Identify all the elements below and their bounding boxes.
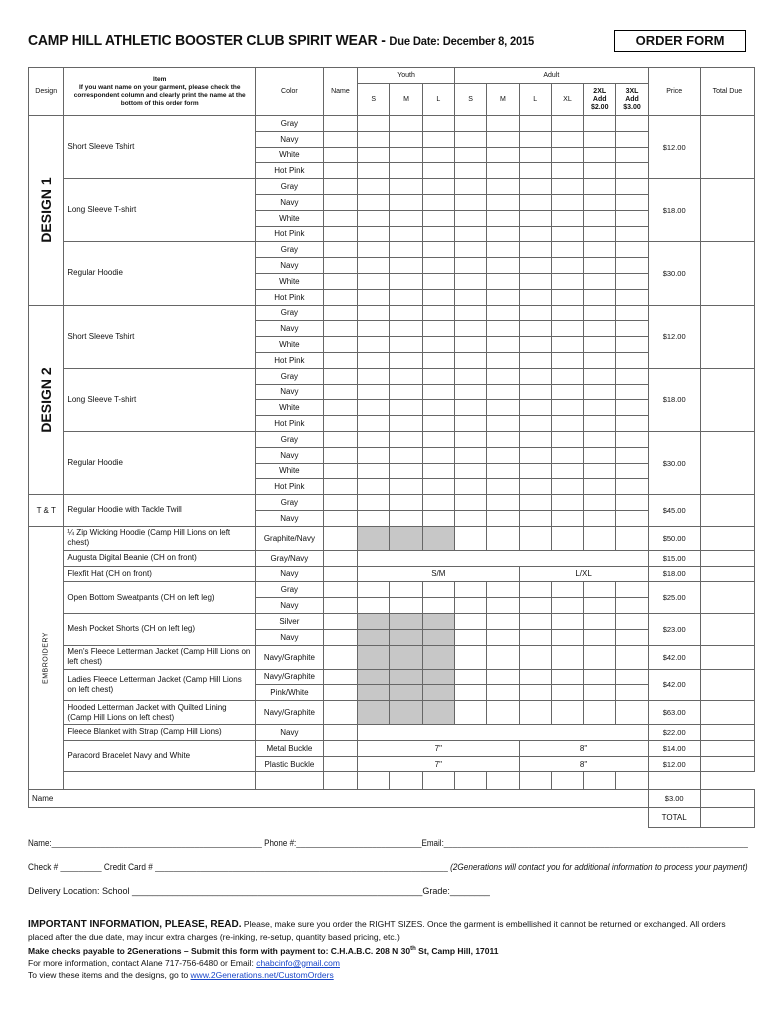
color-cell: Navy (256, 629, 324, 645)
emb-item: Fleece Blanket with Strap (Camp Hill Lions) (64, 725, 256, 741)
adult-l: L (519, 84, 551, 116)
youth-l: L (422, 84, 454, 116)
form-line-1 (28, 838, 748, 848)
emb-item: Open Bottom Sweatpants (CH on left leg) (64, 582, 256, 614)
color-cell: Graphite/Navy (256, 526, 324, 550)
price: $25.00 (648, 582, 700, 614)
color-cell: White (256, 147, 324, 163)
youth-header: Youth (358, 68, 455, 84)
color-col-header: Color (256, 68, 324, 116)
name-check[interactable] (323, 116, 357, 132)
design-col-header: Design (29, 68, 64, 116)
total-due-cell[interactable] (700, 495, 754, 527)
color-cell: Silver (256, 613, 324, 629)
price: $18.00 (648, 368, 700, 431)
total-due-cell[interactable] (700, 582, 754, 614)
price: $23.00 (648, 613, 700, 645)
payment-note: (2Generations will contact you for additional information to process your payment) (450, 862, 748, 872)
emb-item: Mesh Pocket Shorts (CH on left leg) (64, 613, 256, 645)
d1-item-regular-hoodie: Regular Hoodie (64, 242, 256, 305)
total-due-cell[interactable] (700, 431, 754, 494)
color-cell: Hot Pink (256, 416, 324, 432)
color-cell: White (256, 400, 324, 416)
total-due-cell[interactable] (700, 790, 754, 808)
emb-item: Men's Fleece Letterman Jacket (Camp Hill Lions on left chest) (64, 645, 256, 669)
price: $18.00 (648, 566, 700, 582)
d2-item-long-sleeve: Long Sleeve T-shirt (64, 368, 256, 431)
name-field[interactable]: Name:_______________________________________________ (28, 838, 262, 848)
emb-item: Ladies Fleece Letterman Jacket (Camp Hill Lions on left chest) (64, 669, 256, 701)
phone-field[interactable]: Phone #:____________________________ (264, 838, 422, 848)
length-7: 7" (358, 756, 519, 772)
price: $30.00 (648, 242, 700, 305)
color-cell: Gray (256, 582, 324, 598)
d1-item-long-sleeve: Long Sleeve T-shirt (64, 179, 256, 242)
total-label: TOTAL (648, 808, 700, 828)
d2-item-short-sleeve: Short Sleeve Tshirt (64, 305, 256, 368)
youth-s: S (358, 84, 390, 116)
hat-size-sm: S/M (358, 566, 519, 582)
color-cell: Gray (256, 179, 324, 195)
total-due-cell[interactable] (700, 756, 754, 772)
emb-item: Hooded Letterman Jacket with Quilted Lining (Camp Hill Lions on left chest) (64, 701, 256, 725)
color-cell: Gray (256, 495, 324, 511)
color-cell: Navy (256, 194, 324, 210)
total-due-cell[interactable] (700, 305, 754, 368)
d1-item-short-sleeve: Short Sleeve Tshirt (64, 116, 256, 179)
adult-m: M (487, 84, 519, 116)
paracord-item: Paracord Bracelet Navy and White (64, 740, 256, 772)
important-info (28, 918, 748, 981)
view-line: To view these items and the designs, go to www.2Generations.net/CustomOrders (28, 969, 334, 980)
total-due-cell[interactable] (700, 669, 754, 701)
emb-item: ¼ Zip Wicking Hoodie (Camp Hill Lions on left chest) (64, 526, 256, 550)
color-cell: Gray (256, 305, 324, 321)
design-2-label: DESIGN 2 (29, 305, 64, 495)
order-form-badge: ORDER FORM (614, 30, 746, 52)
adult-s: S (454, 84, 486, 116)
title-row (28, 30, 748, 54)
design-1-label: DESIGN 1 (29, 116, 64, 306)
price: $15.00 (648, 550, 700, 566)
color-cell: Navy (256, 258, 324, 274)
email-field[interactable]: Email:____________________________________________________________________ (421, 838, 748, 848)
name-col-header: Name (323, 68, 357, 116)
color-cell: Navy/Graphite (256, 645, 324, 669)
form-line-2 (28, 862, 748, 872)
length-8: 8" (519, 740, 648, 756)
color-cell: Gray (256, 242, 324, 258)
total-due-cell[interactable] (700, 116, 754, 179)
order-table (28, 67, 755, 828)
adult-2xl: 2XL Add $2.00 (584, 84, 616, 116)
price: $50.00 (648, 526, 700, 550)
color-cell: Navy/Graphite (256, 701, 324, 725)
price: $30.00 (648, 431, 700, 494)
price: $12.00 (648, 116, 700, 179)
total-due-cell[interactable] (700, 725, 754, 741)
youth-m: M (390, 84, 422, 116)
color-cell: Hot Pink (256, 479, 324, 495)
info-paragraph: IMPORTANT INFORMATION, PLEASE, READ. Please, make sure you order the RIGHT SIZES. Once the garment is embellished it cannot be returned or exchanged. All orders placed after the due date, may incur extra charges (re-inking, re-setup, quantity based pricing, etc.) (28, 919, 726, 942)
total-due-cell[interactable] (700, 550, 754, 566)
price: $22.00 (648, 725, 700, 741)
color-cell: Gray/Navy (256, 550, 324, 566)
total-due-cell[interactable] (700, 645, 754, 669)
color-cell: Navy (256, 131, 324, 147)
price-col-header: Price (648, 68, 700, 116)
emb-item: Augusta Digital Beanie (CH on front) (64, 550, 256, 566)
length-7: 7" (358, 740, 519, 756)
price: $12.00 (648, 305, 700, 368)
color-cell: Gray (256, 368, 324, 384)
color-cell: White (256, 337, 324, 353)
color-cell: Navy (256, 447, 324, 463)
price: $18.00 (648, 179, 700, 242)
color-cell: Navy (256, 598, 324, 614)
email-link[interactable]: chabcinfo@gmail.com (256, 957, 340, 968)
adult-xl: XL (551, 84, 583, 116)
item-col-header: Item If you want name on your garment, please check the correspondent column and clearly print the name at the bottom of this order form (64, 68, 256, 116)
delivery-field[interactable]: Delivery Location: School __________________________________________________________Grade:________ (28, 886, 490, 896)
color-cell: White (256, 210, 324, 226)
total-due-cell[interactable] (700, 368, 754, 431)
price: $63.00 (648, 701, 700, 725)
embroidery-label: EMBROIDERY (29, 526, 64, 790)
color-cell: Hot Pink (256, 226, 324, 242)
total-due-cell[interactable] (700, 242, 754, 305)
adult-3xl: 3XL Add $3.00 (616, 84, 648, 116)
color-cell: Hot Pink (256, 352, 324, 368)
tt-item: Regular Hoodie with Tackle Twill (64, 495, 256, 527)
color-cell: Pink/White (256, 685, 324, 701)
price: $42.00 (648, 645, 700, 669)
color-cell: Gray (256, 431, 324, 447)
color-cell: Navy (256, 384, 324, 400)
price: $45.00 (648, 495, 700, 527)
website-link[interactable]: www.2Generations.net/CustomOrders (190, 969, 334, 980)
emb-item: Flexfit Hat (CH on front) (64, 566, 256, 582)
total-due-cell[interactable] (700, 613, 754, 645)
total-due-cell[interactable] (700, 740, 754, 756)
color-cell: Navy (256, 510, 324, 526)
total-due-cell[interactable] (700, 526, 754, 550)
color-cell: Navy (256, 566, 324, 582)
contact-line: For more information, contact Alane 717-756-6480 or Email: chabcinfo@gmail.com (28, 957, 340, 968)
color-cell: Metal Buckle (256, 740, 324, 756)
page-title: CAMP HILL ATHLETIC BOOSTER CLUB SPIRIT WEAR - Due Date: December 8, 2015 (28, 32, 535, 49)
total-due-cell[interactable] (700, 179, 754, 242)
color-cell: Navy/Graphite (256, 669, 324, 685)
color-cell: Hot Pink (256, 289, 324, 305)
hat-size-lxl: L/XL (519, 566, 648, 582)
price: $12.00 (648, 756, 700, 772)
color-cell: White (256, 273, 324, 289)
color-cell: Navy (256, 725, 324, 741)
d2-item-regular-hoodie: Regular Hoodie (64, 431, 256, 494)
color-cell: Gray (256, 116, 324, 132)
due-date: Due Date: December 8, 2015 (389, 34, 535, 48)
total-due-cell[interactable] (700, 701, 754, 725)
color-cell: White (256, 463, 324, 479)
price: $3.00 (648, 790, 700, 808)
name-print-row[interactable]: Name (29, 790, 649, 808)
adult-header: Adult (454, 68, 648, 84)
color-cell: Hot Pink (256, 163, 324, 179)
payment-field[interactable]: Check # _________ Credit Card # ________________________________________________________________ (28, 862, 448, 872)
total-due-col-header: Total Due (700, 68, 754, 116)
price: $14.00 (648, 740, 700, 756)
grand-total-cell[interactable] (700, 808, 754, 828)
payable-line: Make checks payable to 2Generations – Submit this form with payment to: C.H.A.B.C. 208 N 30th St, Camp Hill, 17011 (28, 945, 499, 956)
tt-label: T & T (29, 495, 64, 527)
color-cell: Navy (256, 321, 324, 337)
length-8: 8" (519, 756, 648, 772)
price: $42.00 (648, 669, 700, 701)
total-due-cell[interactable] (700, 566, 754, 582)
color-cell: Plastic Buckle (256, 756, 324, 772)
